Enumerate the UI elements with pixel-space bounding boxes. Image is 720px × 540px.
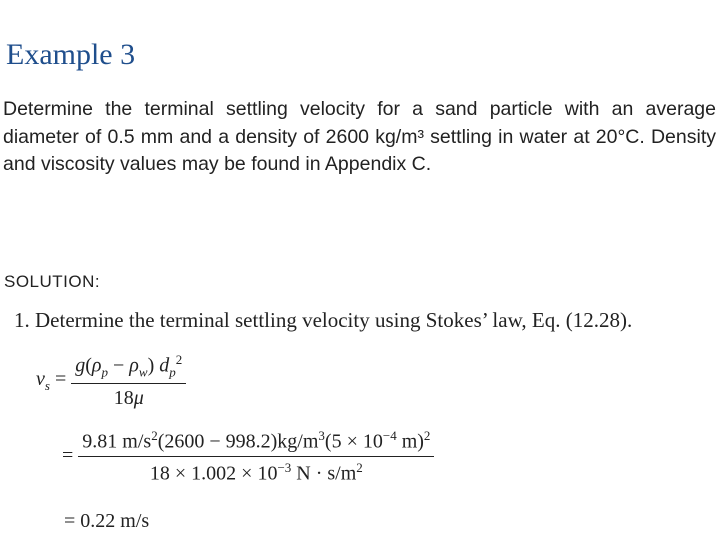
equals-sign: = — [62, 444, 74, 467]
substitution-numerator: 9.81 $m/s^2(2600 - 998.2)kg/m^3(5 \times 10^{-4}$ m)$^2$ — [82, 428, 431, 453]
stokes-law-numerator: $g(\rho_p - \rho_w)$ $d_p^2$ — [75, 352, 183, 380]
substitution-equation — [62, 428, 434, 485]
result-equation: = 0.22 m/s — [64, 510, 150, 532]
stokes-law-denominator: 18μ — [71, 383, 186, 410]
substitution-fraction — [78, 428, 434, 485]
slide-title: Example 3 — [6, 38, 136, 71]
solution-step-1: 1. Determine the terminal settling velocity using Stokes’ law, Eq. (12.28). — [14, 308, 633, 332]
settling-velocity-symbol: $v_s$ = — [36, 368, 67, 394]
solution-label: SOLUTION: — [4, 272, 101, 291]
stokes-law-equation — [36, 352, 186, 410]
stokes-law-fraction — [71, 352, 186, 410]
substitution-denominator: $18 \times 1.002 \times 10^{-3}$ $N \cdot s/m^2$ — [78, 456, 434, 486]
problem-statement: Determine the terminal settling velocity for a sand particle with an average diameter of 0.5 mm and a density of 2600 kg/m³ settling in water at 20°C. Density and viscosity values may be found in Appendix C. — [3, 98, 716, 175]
